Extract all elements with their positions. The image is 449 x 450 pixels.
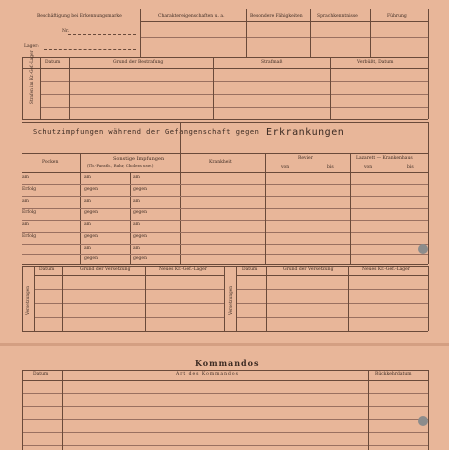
punch-hole-upper — [418, 244, 428, 254]
vacc-r7-c1: gegen — [84, 256, 98, 261]
punishments-side-label: Strafen im Kr.-Gef.-Lager — [29, 50, 34, 104]
vacc-r2-c2: am — [133, 199, 140, 204]
vacc-r1-c1: gegen — [84, 187, 98, 192]
camp-label: Lager: — [24, 44, 39, 49]
ill-infirmary-to: bis — [327, 165, 334, 170]
ill-infirmary-from: von — [281, 165, 290, 170]
nr-label: Nr. — [62, 29, 70, 34]
transfer-left-col-date: Datum — [39, 267, 55, 272]
vacc-r2-c0: am — [22, 199, 29, 204]
transfers-side-label-left: Versetzungen — [25, 286, 30, 315]
transfer-left-col-camp: Neues Kr.-Gef.-Lager — [159, 267, 207, 272]
vacc-r1-c2: gegen — [133, 187, 147, 192]
characteristics-label: Charaktereigenschaften u. a. — [158, 14, 225, 19]
kommando-col-date: Datum — [33, 372, 49, 377]
ill-col-hospital: Lazarett — Krankenhaus — [356, 156, 413, 161]
vaccinations-title: Schutzimpfungen während der Gefangenschaft gegen — [33, 128, 260, 136]
vacc-r4-c1: am — [84, 222, 91, 227]
ill-hospital-from: von — [364, 165, 373, 170]
nr-line — [68, 34, 136, 35]
transfer-right-col-date: Datum — [242, 267, 258, 272]
abilities-label: Besondere Fähigkeiten — [250, 14, 303, 19]
punish-col-penalty: Strafmaß — [261, 60, 283, 65]
camp-line — [44, 49, 136, 50]
vacc-r4-c2: am — [133, 222, 140, 227]
vacc-r6-c1: am — [84, 246, 91, 251]
vacc-col-smallpox: Pocken — [42, 160, 59, 165]
transfer-left-col-reason: Grund der Versetzung — [80, 267, 131, 272]
vacc-r5-c1: gegen — [84, 234, 98, 239]
vacc-r0-c2: am — [133, 175, 140, 180]
transfer-right-col-reason: Grund der Versetzung — [283, 267, 334, 272]
ill-col-infirmary: Revier — [298, 156, 313, 161]
vacc-col-other: Sonstige Impfungen — [113, 156, 165, 162]
vacc-r2-c1: am — [84, 199, 91, 204]
vacc-r4-c0: am — [22, 222, 29, 227]
languages-label: Sprachkenntnisse — [317, 14, 358, 19]
kommandos-title: Kommandos — [195, 358, 260, 368]
vacc-r6-c2: am — [133, 246, 140, 251]
punch-hole-lower — [418, 416, 428, 426]
conduct-label: Führung — [387, 14, 407, 19]
vacc-r0-c0: am — [22, 175, 29, 180]
occupation-label: Beschäftigung bei Erkennungsmarke — [37, 14, 122, 19]
vacc-r3-c1: gegen — [84, 210, 98, 215]
transfers-side-label-right: Versetzungen — [228, 286, 233, 315]
vacc-r7-c2: gegen — [133, 256, 147, 261]
illnesses-title: Erkrankungen — [266, 127, 345, 138]
card-fold — [0, 343, 449, 346]
vacc-col-other-note: (Tb.-Paratb., Ruhr, Cholera usw.) — [87, 163, 154, 168]
kommando-col-type: Art des Kommandos — [176, 372, 239, 377]
ill-col-disease: Krankheit — [209, 160, 232, 165]
vacc-r3-c0: Erfolg — [22, 210, 37, 215]
transfer-right-col-camp: Neues Kr.-Gef.-Lager — [362, 267, 410, 272]
vacc-r0-c1: am — [84, 175, 91, 180]
ill-hospital-to: bis — [407, 165, 414, 170]
vacc-r1-c0: Erfolg — [22, 187, 37, 192]
vacc-r3-c2: gegen — [133, 210, 147, 215]
vacc-r5-c0: Erfolg — [22, 234, 37, 239]
punish-col-served: Verbüßt, Datum — [357, 60, 394, 65]
punish-col-reason: Grund der Bestrafung — [113, 60, 164, 65]
kommando-col-return: Rückkehrdatum — [375, 372, 412, 377]
vacc-r5-c2: gegen — [133, 234, 147, 239]
punish-col-date: Datum — [45, 60, 61, 65]
